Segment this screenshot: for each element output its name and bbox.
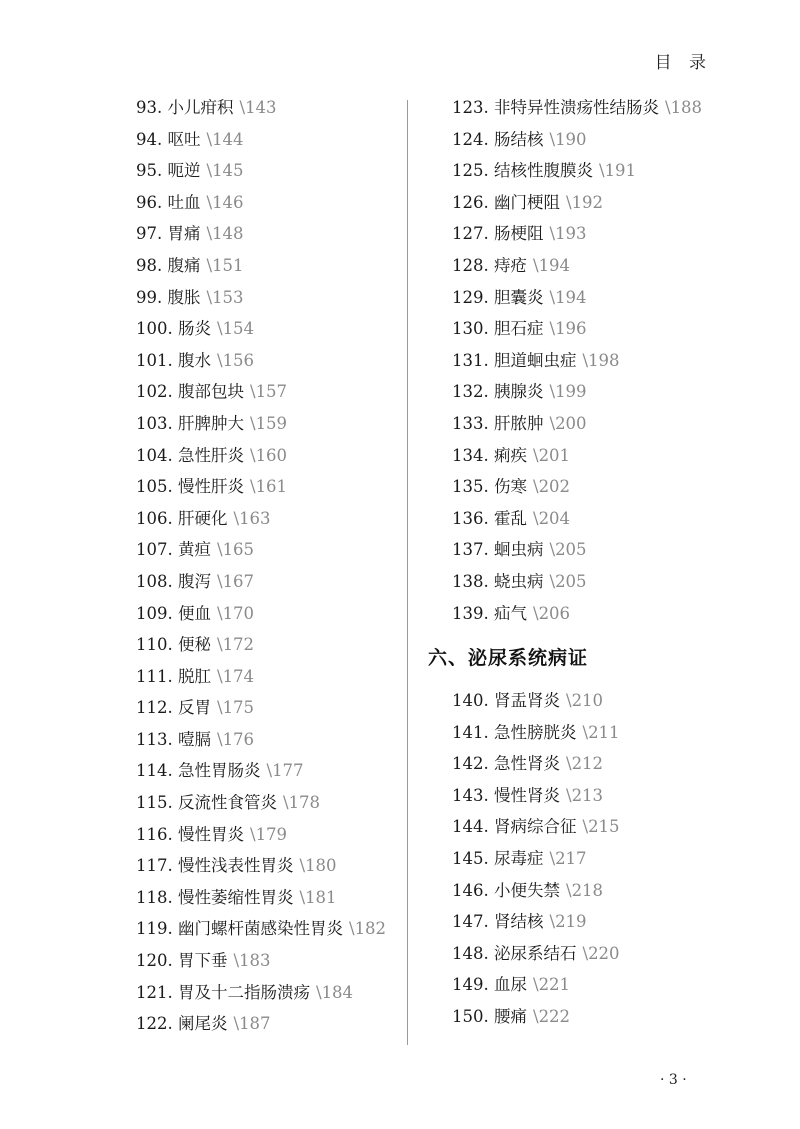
toc-entry-number: 100. [136, 319, 173, 339]
toc-entry-page: 174 [222, 666, 255, 686]
toc-entry-number: 139. [452, 603, 489, 623]
toc-entry-title: 急性胃肠炎 [178, 761, 261, 781]
toc-entry[interactable] [452, 938, 620, 970]
toc-entry-title: 胃痛 [167, 224, 201, 244]
toc-entry-page: 222 [538, 1006, 571, 1026]
section-heading: 六、泌尿系统病证 [428, 647, 589, 669]
toc-entry-separator: \ [217, 603, 223, 623]
toc-entry[interactable] [136, 92, 386, 124]
toc-entry[interactable] [136, 566, 386, 598]
toc-entry-title: 泌尿系结石 [494, 943, 577, 963]
toc-entry-page: 181 [305, 887, 337, 907]
toc-entry[interactable] [136, 124, 386, 156]
toc-entry[interactable] [452, 598, 702, 630]
toc-entry-separator: \ [206, 224, 213, 244]
toc-entry-separator: \ [549, 571, 556, 591]
toc-entry-separator: \ [233, 508, 240, 528]
toc-entry-number: 141. [452, 722, 489, 742]
toc-entry-title: 肠炎 [178, 319, 211, 339]
toc-entry-separator: \ [549, 224, 556, 244]
toc-entry-title: 腹痛 [167, 255, 201, 275]
toc-entry[interactable] [452, 875, 620, 907]
toc-entry-page: 165 [222, 540, 255, 560]
toc-entry-separator: \ [239, 98, 246, 117]
toc-entry-separator: \ [217, 571, 223, 591]
toc-entry-separator: \ [233, 951, 240, 971]
toc-entry-title: 肾病综合征 [494, 817, 577, 837]
toc-entry-separator: \ [250, 413, 256, 433]
toc-entry-separator: \ [566, 754, 572, 774]
toc-entry-page: 161 [255, 477, 288, 497]
toc-entry-page: 176 [222, 729, 255, 749]
toc-entry-title: 胃下垂 [178, 951, 228, 971]
toc-entry-page: 187 [239, 1014, 271, 1034]
toc-entry-separator: \ [533, 255, 539, 275]
toc-entry[interactable] [452, 843, 620, 875]
toc-entry-title: 急性肾炎 [494, 754, 560, 774]
toc-entry[interactable] [136, 345, 386, 377]
toc-entry-separator: \ [549, 129, 556, 149]
toc-entry-title: 蛔虫病 [494, 540, 544, 560]
toc-entry-separator: \ [299, 887, 306, 907]
running-header-title: 目 录 [654, 53, 712, 73]
toc-entry-page: 156 [222, 350, 255, 370]
toc-entry-separator: \ [582, 350, 589, 370]
toc-entry-title: 脱肛 [178, 666, 211, 686]
toc-entry-page: 179 [255, 824, 288, 844]
toc-entry-title: 蛲虫病 [494, 571, 544, 591]
toc-entry[interactable] [452, 566, 702, 598]
toc-entry-separator: \ [549, 413, 556, 433]
toc-entry-title: 肠梗阻 [494, 224, 544, 244]
toc-entry-page: 211 [588, 722, 620, 742]
toc-entry[interactable] [452, 218, 702, 250]
toc-entry-page: 145 [212, 161, 244, 181]
toc-entry-number: 136. [452, 508, 489, 528]
toc-entry-title: 便血 [178, 603, 211, 623]
toc-entry[interactable] [452, 748, 620, 780]
toc-entry-title: 痔疮 [494, 255, 527, 275]
toc-entry-number: 134. [452, 445, 489, 465]
toc-entry-number: 146. [452, 880, 489, 900]
toc-entry-page: 199 [555, 382, 587, 402]
toc-entry-number: 99. [136, 287, 163, 307]
toc-entry-title: 呕吐 [167, 129, 201, 149]
toc-entry-page: 157 [255, 382, 288, 402]
toc-entry-number: 127. [452, 224, 489, 244]
toc-entry-page: 148 [212, 224, 244, 244]
toc-entry-page: 221 [538, 975, 571, 995]
toc-entry-separator: \ [206, 255, 213, 275]
toc-entry-title: 痢疾 [494, 445, 527, 465]
toc-entry-number: 150. [452, 1006, 489, 1026]
toc-entry-page: 180 [305, 856, 337, 876]
toc-entry[interactable] [136, 1008, 386, 1040]
toc-entry[interactable] [452, 1001, 620, 1033]
toc-entry-number: 104. [136, 445, 173, 465]
toc-entry-number: 118. [136, 887, 173, 907]
toc-entry-number: 144. [452, 817, 489, 837]
toc-entry-title: 尿毒症 [494, 848, 544, 868]
toc-entry-page: 146 [212, 192, 244, 212]
toc-entry-separator: \ [217, 350, 223, 370]
toc-entry-number: 101. [136, 350, 173, 370]
toc-entry[interactable] [136, 755, 386, 787]
toc-entry-separator: \ [349, 919, 355, 939]
toc-entry-separator: \ [582, 943, 589, 963]
toc-entry-number: 147. [452, 912, 489, 932]
toc-entry-separator: \ [566, 785, 572, 805]
toc-entry-number: 143. [452, 785, 489, 805]
toc-entry-page: 194 [538, 255, 571, 275]
toc-entry[interactable] [452, 92, 702, 124]
toc-entry-page: 192 [571, 192, 604, 212]
toc-entry[interactable] [136, 376, 386, 408]
toc-entry-separator: \ [533, 445, 539, 465]
toc-entry[interactable] [452, 685, 620, 717]
toc-entry-page: 201 [538, 445, 571, 465]
toc-entry-title: 慢性胃炎 [178, 824, 244, 844]
toc-entry-number: 111. [136, 666, 173, 686]
toc-entry-number: 93. [136, 98, 163, 117]
toc-entry-number: 95. [136, 161, 163, 181]
toc-entry-page: 213 [571, 785, 604, 805]
toc-entry-title: 胆道蛔虫症 [494, 350, 577, 370]
toc-entry-page: 160 [255, 445, 288, 465]
toc-right-column [452, 92, 702, 629]
toc-entry-title: 胃及十二指肠溃疡 [178, 982, 310, 1002]
toc-entry-page: 182 [354, 919, 387, 939]
toc-entry-page: 212 [571, 754, 604, 774]
toc-entry-number: 130. [452, 319, 489, 339]
toc-entry[interactable] [136, 724, 386, 756]
toc-entry-number: 135. [452, 477, 489, 497]
toc-entry-number: 145. [452, 848, 489, 868]
toc-entry-separator: \ [206, 192, 213, 212]
toc-entry[interactable] [452, 780, 620, 812]
toc-entry-number: 129. [452, 287, 489, 307]
page-number: · 3 · [660, 1072, 687, 1088]
toc-entry-number: 121. [136, 982, 173, 1002]
toc-entry-page: 200 [555, 413, 587, 433]
toc-entry-separator: \ [549, 912, 556, 932]
toc-entry-page: 219 [555, 912, 587, 932]
toc-entry[interactable] [136, 155, 386, 187]
toc-entry-number: 113. [136, 729, 173, 749]
toc-entry-title: 急性膀胱炎 [494, 722, 577, 742]
toc-entry-separator: \ [665, 98, 671, 117]
toc-entry[interactable] [452, 906, 620, 938]
toc-entry-title: 肠结核 [494, 129, 544, 149]
toc-entry-title: 小儿疳积 [167, 98, 234, 117]
toc-entry-separator: \ [533, 508, 539, 528]
toc-entry-page: 204 [538, 508, 571, 528]
toc-entry-title: 腰痛 [494, 1006, 527, 1026]
toc-entry[interactable] [452, 345, 702, 377]
toc-entry-number: 103. [136, 413, 173, 433]
toc-entry-title: 肾盂肾炎 [494, 691, 560, 710]
toc-entry[interactable] [136, 250, 386, 282]
toc-entry[interactable] [136, 629, 386, 661]
toc-entry-number: 138. [452, 571, 489, 591]
toc-entry[interactable] [452, 811, 620, 843]
toc-entry-separator: \ [250, 824, 256, 844]
toc-entry-separator: \ [316, 982, 322, 1002]
toc-entry[interactable] [452, 408, 702, 440]
toc-entry-number: 117. [136, 856, 173, 876]
toc-entry-page: 193 [555, 224, 587, 244]
toc-entry-title: 结核性腹膜炎 [494, 161, 593, 181]
toc-entry-separator: \ [566, 691, 572, 710]
toc-entry-number: 105. [136, 477, 173, 497]
toc-entry-title: 肝硬化 [178, 508, 228, 528]
toc-entry-separator: \ [217, 635, 223, 655]
toc-entry-title: 慢性萎缩性胃炎 [178, 887, 294, 907]
toc-entry-title: 肝脾肿大 [178, 413, 244, 433]
toc-entry-title: 疝气 [494, 603, 527, 623]
toc-entry-number: 140. [452, 691, 489, 710]
toc-entry[interactable] [136, 882, 386, 914]
toc-entry-page: 144 [212, 129, 244, 149]
toc-entry-separator: \ [217, 319, 223, 339]
toc-entry[interactable] [136, 850, 386, 882]
toc-entry-title: 慢性肾炎 [494, 785, 560, 805]
toc-entry-number: 142. [452, 754, 489, 774]
toc-entry-title: 呃逆 [167, 161, 201, 181]
toc-entry[interactable] [452, 503, 702, 535]
toc-entry-separator: \ [582, 722, 589, 742]
toc-entry-title: 急性肝炎 [178, 445, 244, 465]
toc-entry-separator: \ [599, 161, 605, 181]
toc-entry-number: 133. [452, 413, 489, 433]
toc-entry-separator: \ [566, 880, 572, 900]
toc-entry-separator: \ [206, 161, 213, 181]
toc-section-entries [452, 685, 620, 1033]
toc-entry[interactable] [136, 313, 386, 345]
toc-entry[interactable] [452, 282, 702, 314]
toc-entry[interactable] [452, 440, 702, 472]
toc-entry-number: 94. [136, 129, 163, 149]
toc-entry-page: 205 [555, 540, 587, 560]
toc-left-column [136, 92, 386, 1040]
toc-entry[interactable] [452, 313, 702, 345]
toc-entry[interactable] [452, 376, 702, 408]
toc-entry-separator: \ [549, 319, 556, 339]
toc-entry-page: 220 [588, 943, 620, 963]
toc-entry-title: 血尿 [494, 975, 527, 995]
toc-entry[interactable] [136, 977, 386, 1009]
toc-entry-number: 132. [452, 382, 489, 402]
toc-entry-number: 120. [136, 951, 173, 971]
toc-entry-separator: \ [217, 666, 223, 686]
toc-entry-page: 159 [255, 413, 288, 433]
toc-entry-number: 149. [452, 975, 489, 995]
toc-entry[interactable] [452, 155, 702, 187]
toc-entry[interactable] [136, 187, 386, 219]
toc-entry-title: 阑尾炎 [178, 1014, 228, 1034]
toc-entry[interactable] [136, 218, 386, 250]
toc-entry[interactable] [136, 598, 386, 630]
toc-entry-number: 124. [452, 129, 489, 149]
toc-entry-title: 胆石症 [494, 319, 544, 339]
toc-entry-title: 吐血 [167, 192, 201, 212]
toc-entry[interactable] [136, 787, 386, 819]
toc-entry-page: 177 [272, 761, 304, 781]
toc-entry-number: 114. [136, 761, 173, 781]
toc-entry-number: 97. [136, 224, 163, 244]
toc-entry-title: 慢性肝炎 [178, 477, 244, 497]
toc-entry[interactable] [136, 408, 386, 440]
toc-entry-number: 119. [136, 919, 173, 939]
toc-entry-title: 腹泻 [178, 571, 211, 591]
toc-entry-number: 115. [136, 793, 173, 813]
toc-entry[interactable] [136, 661, 386, 693]
toc-entry-page: 218 [571, 880, 604, 900]
toc-entry-number: 110. [136, 635, 173, 655]
toc-entry-number: 137. [452, 540, 489, 560]
toc-entry-separator: \ [299, 856, 306, 876]
toc-entry-number: 108. [136, 571, 173, 591]
toc-entry-separator: \ [250, 382, 256, 402]
toc-entry-number: 148. [452, 943, 489, 963]
toc-entry[interactable] [136, 692, 386, 724]
toc-entry-separator: \ [549, 848, 556, 868]
toc-entry-separator: \ [549, 382, 556, 402]
toc-entry[interactable] [452, 717, 620, 749]
toc-entry-separator: \ [533, 603, 539, 623]
toc-entry-page: 215 [588, 817, 620, 837]
toc-entry-separator: \ [533, 1006, 539, 1026]
toc-entry-page: 167 [222, 571, 255, 591]
toc-entry-page: 190 [555, 129, 587, 149]
toc-entry-title: 霍乱 [494, 508, 527, 528]
toc-entry-page: 210 [571, 691, 604, 710]
toc-entry[interactable] [452, 187, 702, 219]
toc-entry-title: 肾结核 [494, 912, 544, 932]
toc-entry[interactable] [136, 440, 386, 472]
toc-entry-title: 腹水 [178, 350, 211, 370]
toc-entry[interactable] [452, 250, 702, 282]
toc-entry-page: 175 [222, 698, 255, 718]
toc-entry-separator: \ [250, 477, 256, 497]
toc-entry[interactable] [136, 819, 386, 851]
toc-entry[interactable] [452, 471, 702, 503]
toc-entry-title: 腹部包块 [178, 382, 244, 402]
toc-entry-title: 非特异性溃疡性结肠炎 [494, 98, 659, 117]
toc-entry-page: 170 [222, 603, 255, 623]
toc-entry-number: 122. [136, 1014, 173, 1034]
toc-entry-separator: \ [217, 540, 223, 560]
toc-entry-page: 194 [555, 287, 587, 307]
toc-entry-title: 反胃 [178, 698, 211, 718]
toc-entry-separator: \ [266, 761, 273, 781]
toc-entry-number: 98. [136, 255, 163, 275]
toc-entry-title: 噎膈 [178, 729, 211, 749]
toc-entry-separator: \ [206, 287, 213, 307]
toc-entry-number: 102. [136, 382, 173, 402]
toc-entry-page: 151 [212, 255, 244, 275]
toc-entry-number: 112. [136, 698, 173, 718]
toc-entry-page: 143 [245, 98, 277, 117]
toc-entry-title: 腹胀 [167, 287, 201, 307]
toc-entry-page: 202 [538, 477, 571, 497]
toc-entry[interactable] [136, 913, 386, 945]
toc-entry-page: 183 [239, 951, 271, 971]
toc-entry-page: 206 [538, 603, 571, 623]
toc-entry-page: 188 [670, 98, 703, 117]
toc-entry[interactable] [452, 969, 620, 1001]
toc-entry-separator: \ [217, 729, 223, 749]
toc-entry-page: 178 [288, 793, 321, 813]
toc-entry[interactable] [452, 124, 702, 156]
toc-entry-number: 128. [452, 255, 489, 275]
toc-entry-page: 172 [222, 635, 255, 655]
toc-entry-number: 96. [136, 192, 163, 212]
toc-entry-page: 191 [604, 161, 637, 181]
toc-entry-number: 106. [136, 508, 173, 528]
toc-entry[interactable] [452, 534, 702, 566]
toc-entry-separator: \ [283, 793, 289, 813]
toc-entry-number: 116. [136, 824, 173, 844]
toc-entry-title: 伤寒 [494, 477, 527, 497]
toc-entry[interactable] [136, 534, 386, 566]
toc-entry-separator: \ [233, 1014, 240, 1034]
toc-entry-separator: \ [206, 129, 213, 149]
toc-entry[interactable] [136, 471, 386, 503]
toc-entry-title: 便秘 [178, 635, 211, 655]
toc-entry-title: 黄疸 [178, 540, 211, 560]
toc-entry-separator: \ [533, 477, 539, 497]
toc-entry-page: 154 [222, 319, 255, 339]
toc-entry-title: 小便失禁 [494, 880, 560, 900]
toc-entry-title: 胆囊炎 [494, 287, 544, 307]
toc-entry-number: 131. [452, 350, 489, 370]
toc-entry-page: 217 [555, 848, 587, 868]
toc-entry-title: 肝脓肿 [494, 413, 544, 433]
toc-entry-separator: \ [566, 192, 572, 212]
toc-entry-number: 125. [452, 161, 489, 181]
toc-entry[interactable] [136, 503, 386, 535]
toc-entry-title: 胰腺炎 [494, 382, 544, 402]
toc-entry[interactable] [136, 282, 386, 314]
toc-entry-separator: \ [549, 540, 556, 560]
toc-entry-title: 幽门梗阻 [494, 192, 560, 212]
toc-entry-number: 109. [136, 603, 173, 623]
toc-entry-page: 205 [555, 571, 587, 591]
toc-entry-separator: \ [217, 698, 223, 718]
toc-entry-page: 153 [212, 287, 244, 307]
toc-entry-title: 慢性浅表性胃炎 [178, 856, 294, 876]
toc-entry-separator: \ [533, 975, 539, 995]
toc-entry-page: 198 [588, 350, 620, 370]
toc-entry-number: 126. [452, 192, 489, 212]
column-divider [407, 100, 408, 1045]
toc-entry-separator: \ [582, 817, 589, 837]
toc-entry-number: 107. [136, 540, 173, 560]
toc-entry-page: 184 [321, 982, 354, 1002]
toc-entry-page: 163 [239, 508, 271, 528]
toc-entry-separator: \ [250, 445, 256, 465]
toc-entry-title: 反流性食管炎 [178, 793, 277, 813]
toc-entry-page: 196 [555, 319, 587, 339]
toc-entry-number: 123. [452, 98, 489, 117]
toc-entry-separator: \ [549, 287, 556, 307]
toc-entry[interactable] [136, 945, 386, 977]
toc-entry-title: 幽门螺杆菌感染性胃炎 [178, 919, 343, 939]
